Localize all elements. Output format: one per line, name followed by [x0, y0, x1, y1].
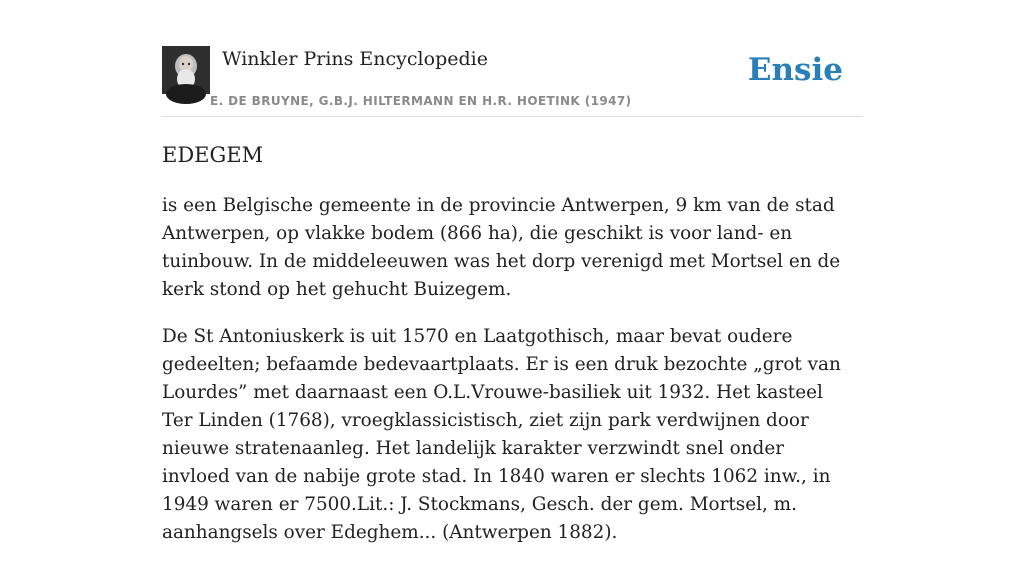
portrait-icon: [162, 46, 210, 94]
header: [162, 46, 862, 117]
authors-subtitle: E. DE BRUYNE, G.B.J. HILTERMANN EN H.R. HOETINK (1947): [210, 94, 632, 108]
brand-logo-link[interactable]: Ensie: [747, 52, 843, 88]
entry-paragraph: is een Belgische gemeente in de provincie Antwerpen, 9 km van de stad Antwerpen, op vlakke bodem (866 ha), die geschikt is voor land- en tuinbouw. In de middeleeuwen was het dorp verenigd met Mortsel en de kerk stond op het gehucht Buizegem.: [162, 195, 841, 300]
entry-title: EDEGEM: [162, 143, 264, 167]
site-title[interactable]: Winkler Prins Encyclopedie: [222, 48, 488, 70]
entry-paragraph: De St Antoniuskerk is uit 1570 en Laatgothisch, maar bevat oudere gedeelten; befaamde bedevaartplaats. Er is een druk bezochte „grot van Lourdes” met daarnaast een O.L.Vrouwe-basiliek uit 1932. Het kasteel Ter Linden (1768), vroegklassicistisch, ziet zijn park verdwijnen door nieuwe stratenaanleg. Het landelijk karakter verzwindt snel onder invloed van de nabije grote stad. In 1840 waren er slechts 1062 inw., in 1949 waren er 7500.Lit.: J. Stockmans, Gesch. der gem. Mortsel, m. aanhangsels over Edeghem... (Antwerpen 1882).: [162, 326, 841, 543]
author-portrait-avatar[interactable]: [162, 46, 210, 94]
entry-content: [162, 192, 852, 566]
